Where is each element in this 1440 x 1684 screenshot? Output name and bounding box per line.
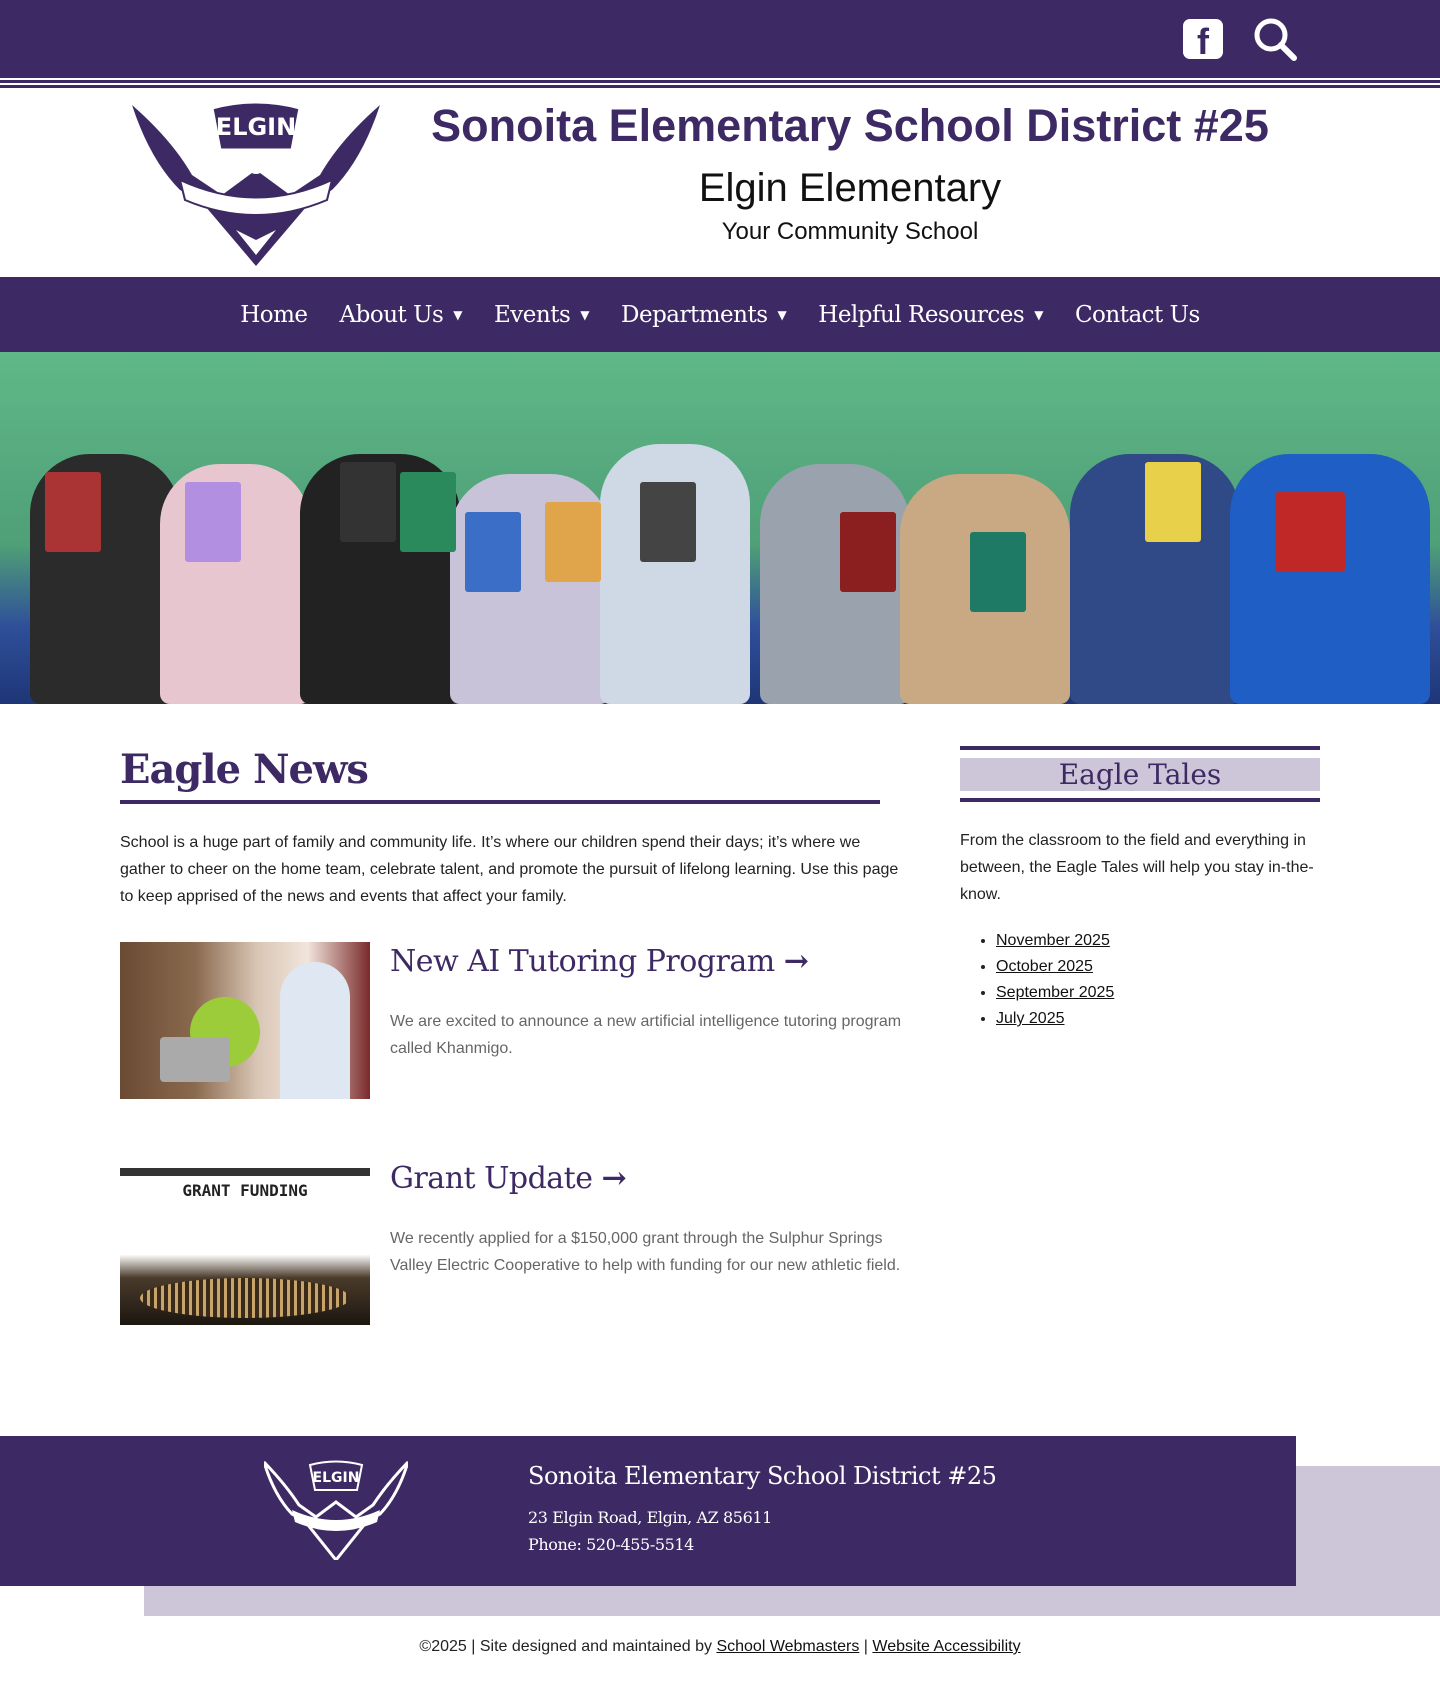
facebook-icon[interactable]: f — [1183, 19, 1223, 59]
list-item — [996, 928, 1114, 954]
link-october-2025[interactable]: October 2025 — [996, 958, 1093, 975]
top-bar — [0, 0, 1440, 78]
article-link-ai-tutoring[interactable] — [390, 944, 808, 979]
hero-image — [0, 352, 1440, 704]
eagle-tales-heading: Eagle Tales — [960, 758, 1320, 791]
nav-label: Events — [494, 301, 571, 328]
caret-down-icon: ▼ — [777, 307, 787, 322]
header-stripe — [0, 80, 1440, 83]
svg-text:ELGIN: ELGIN — [215, 113, 297, 141]
link-november-2025[interactable]: November 2025 — [996, 932, 1110, 949]
school-logo[interactable] — [132, 100, 380, 266]
list-item — [996, 954, 1114, 980]
header-stripe — [0, 85, 1440, 88]
district-title: Sonoita Elementary School District #25 — [431, 100, 1269, 151]
eagle-news-heading: Eagle News — [120, 746, 368, 793]
copyright-text: ©2025 | Site designed and maintained by — [419, 1638, 712, 1655]
school-webmasters-link[interactable]: School Webmasters — [716, 1638, 860, 1655]
nav-label: About Us — [339, 301, 444, 328]
article-link-grant-update[interactable] — [390, 1161, 626, 1196]
nav-departments[interactable] — [621, 302, 786, 328]
list-item — [996, 1006, 1114, 1032]
article-image-ai-tutoring[interactable] — [120, 942, 370, 1099]
divider — [120, 800, 880, 804]
copyright-bar — [0, 1638, 1440, 1656]
nav-home[interactable] — [240, 302, 307, 328]
website-accessibility-link[interactable]: Website Accessibility — [872, 1638, 1021, 1655]
grant-image-text: GRANT FUNDING — [182, 1181, 308, 1200]
separator: | — [863, 1638, 868, 1655]
arrow-right-icon: → — [783, 944, 809, 979]
article-title: New AI Tutoring Program — [390, 944, 775, 979]
nav-events[interactable] — [494, 302, 589, 328]
eagle-tales-list — [996, 928, 1114, 1032]
footer-phone: Phone: 520-455-5514 — [528, 1535, 694, 1554]
nav-label: Helpful Resources — [818, 301, 1025, 328]
main-nav — [0, 277, 1440, 352]
footer-logo — [264, 1460, 408, 1560]
tagline: Your Community School — [721, 218, 979, 245]
divider — [960, 746, 1320, 750]
list-item — [996, 980, 1114, 1006]
link-july-2025[interactable]: July 2025 — [996, 1010, 1065, 1027]
search-icon[interactable] — [1252, 16, 1298, 62]
footer-address: 23 Elgin Road, Elgin, AZ 85611 — [528, 1508, 772, 1527]
caret-down-icon: ▼ — [1034, 307, 1043, 322]
nav-label: Home — [240, 301, 308, 328]
article-image-grant[interactable] — [120, 1168, 370, 1325]
article-title: Grant Update — [390, 1161, 593, 1196]
nav-label: Contact Us — [1074, 301, 1200, 328]
school-name: Elgin Elementary — [698, 166, 1002, 210]
nav-contact-us[interactable] — [1075, 302, 1200, 328]
divider — [960, 798, 1320, 802]
nav-label: Departments — [621, 301, 768, 328]
caret-down-icon: ▼ — [580, 307, 590, 322]
footer-title: Sonoita Elementary School District #25 — [528, 1462, 997, 1490]
nav-helpful-resources[interactable] — [818, 302, 1043, 328]
article-summary: We recently applied for a $150,000 grant through the Sulphur Springs Valley Electric Cooperative to help with funding for our new athletic field. — [390, 1230, 901, 1274]
intro-text: School is a huge part of family and community life. It’s where our children spend their days; it’s where we gather to cheer on the home team, celebrate talent, and promote the pursuit of lifelong learning. Use this page to keep apprised of the news and events that affect your family. — [120, 834, 899, 905]
link-september-2025[interactable]: September 2025 — [996, 984, 1115, 1001]
eagle-tales-text: From the classroom to the field and everything in between, the Eagle Tales will help you stay in-the-know. — [960, 832, 1314, 903]
article-summary: We are excited to announce a new artificial intelligence tutoring program called Khanmigo. — [390, 1013, 902, 1057]
arrow-right-icon: → — [601, 1161, 627, 1196]
svg-text:ELGIN: ELGIN — [312, 1470, 360, 1486]
nav-about-us[interactable] — [340, 302, 462, 328]
caret-down-icon: ▼ — [453, 307, 463, 322]
